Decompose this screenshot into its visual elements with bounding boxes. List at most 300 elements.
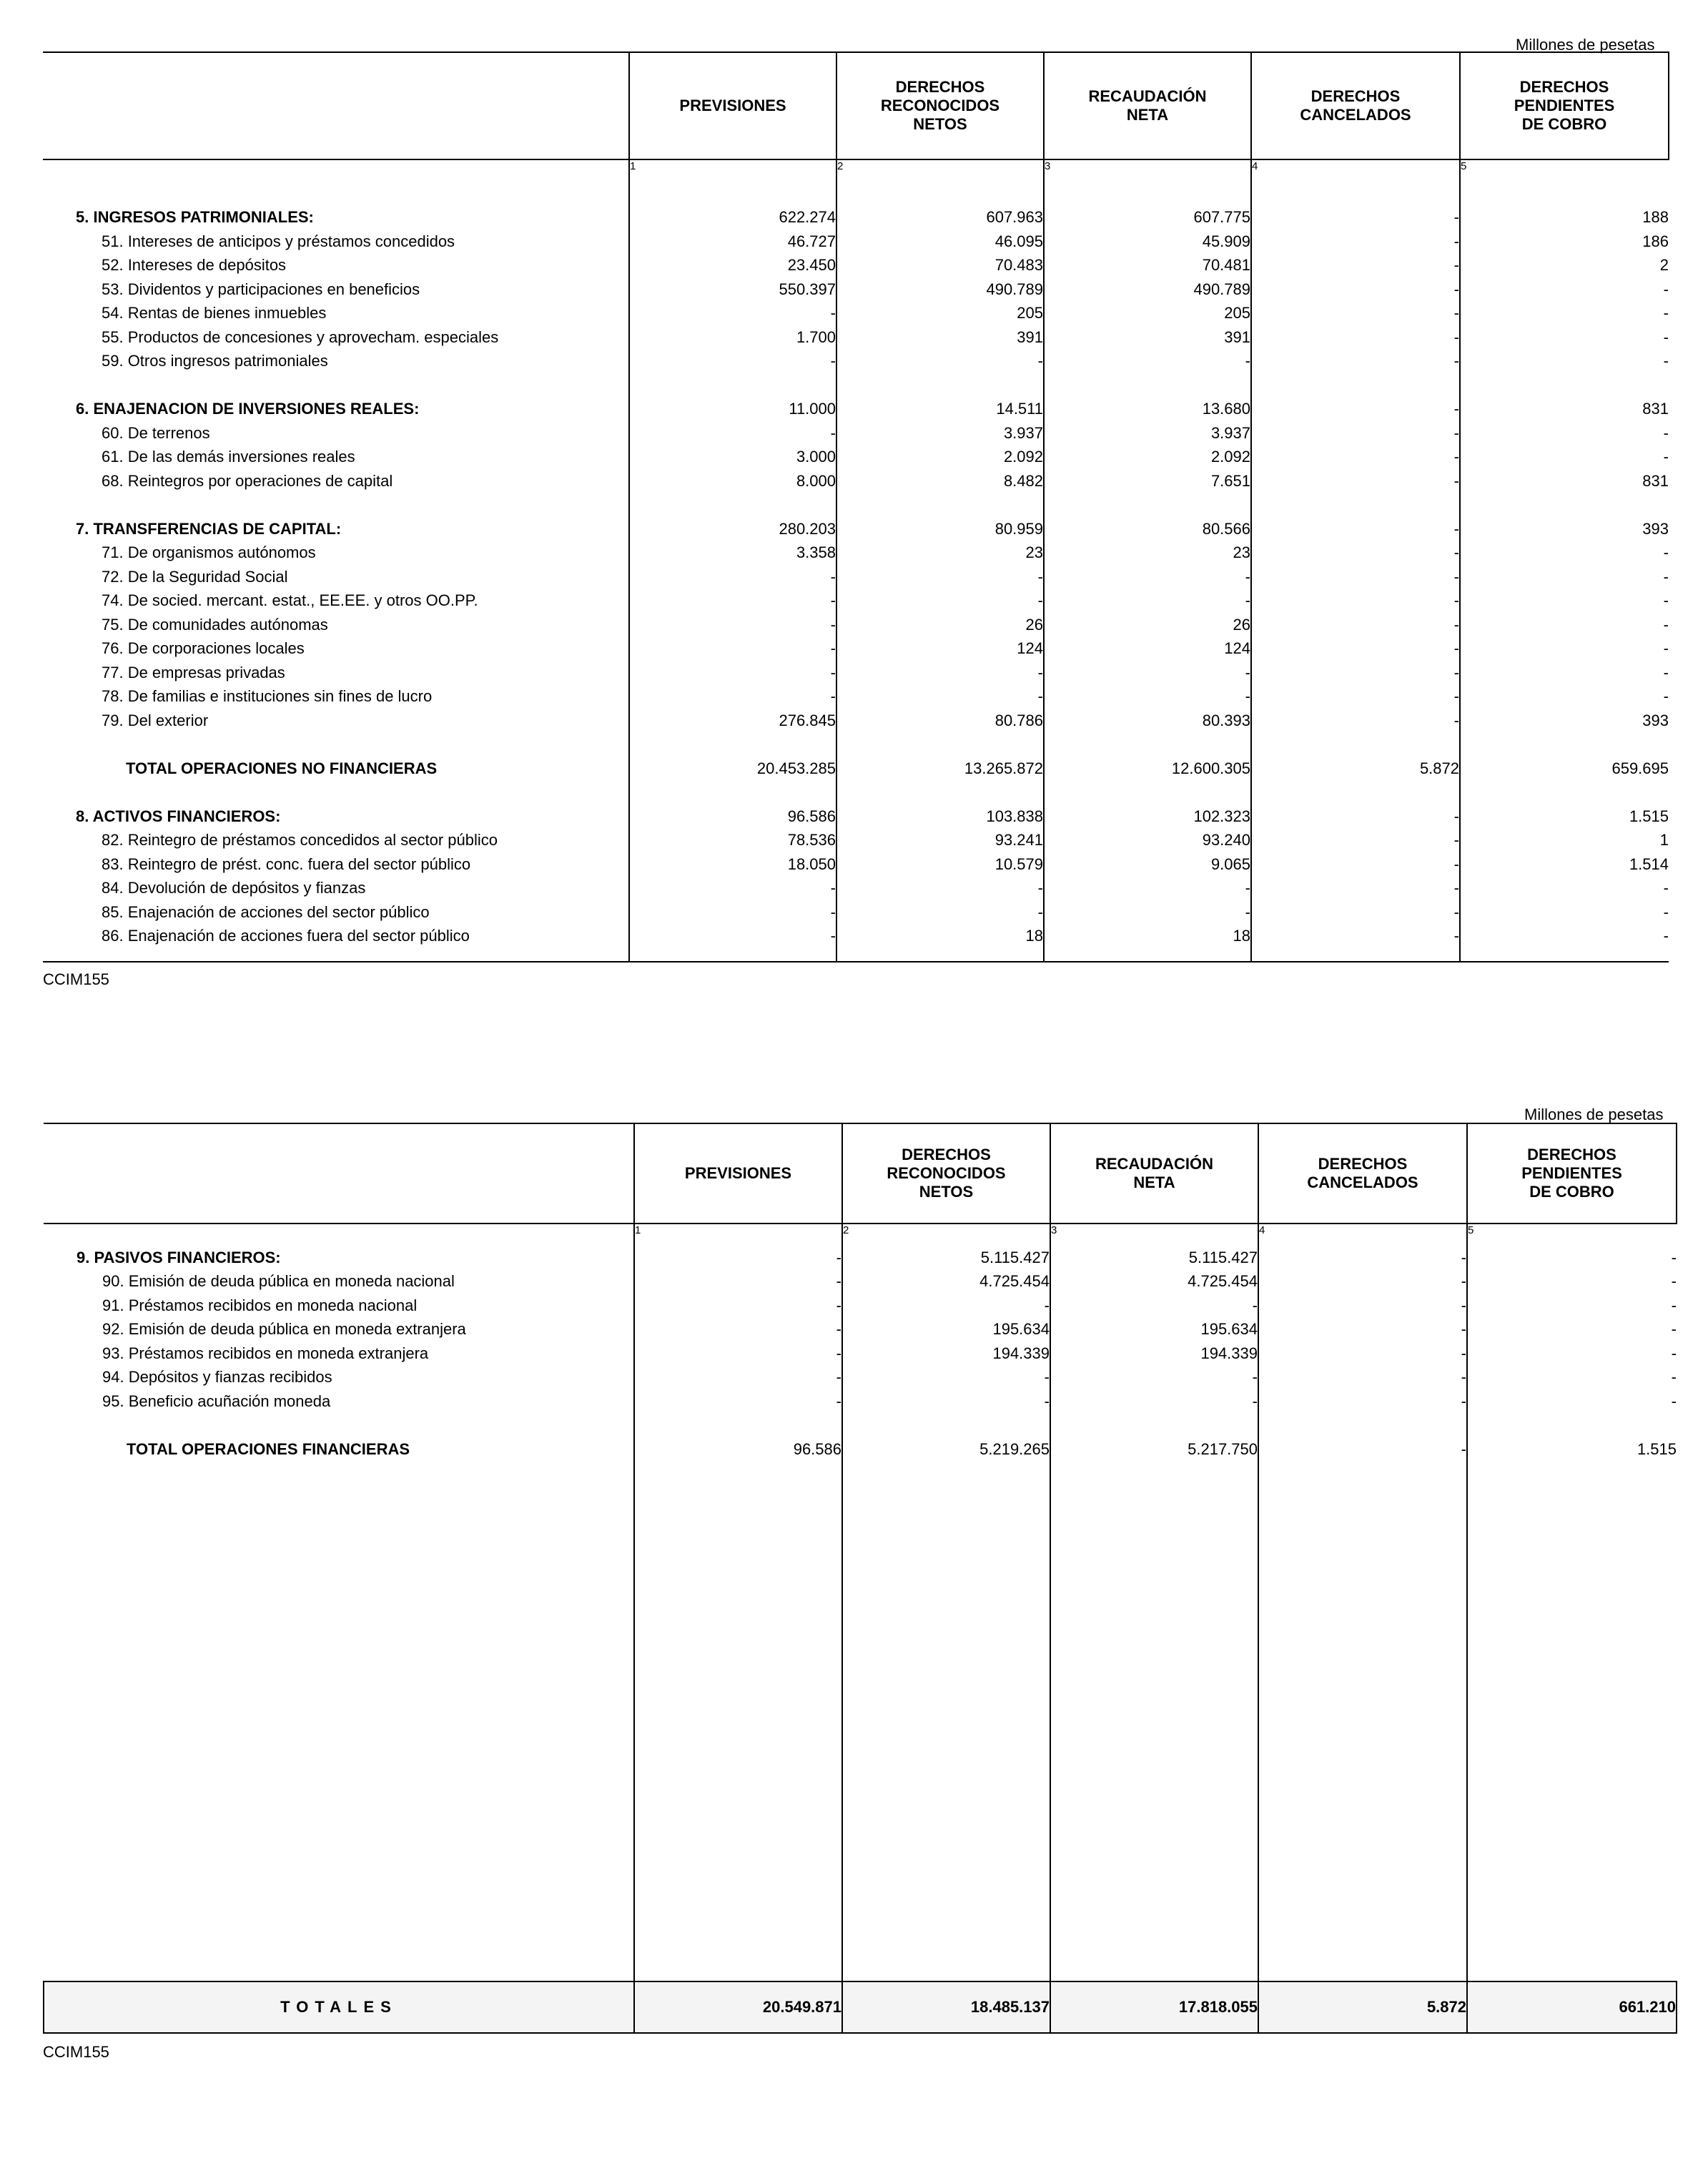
cell-value: - <box>629 897 836 922</box>
cell-value: - <box>634 1243 842 1267</box>
cell-value: 8.000 <box>629 466 836 491</box>
cell-value: - <box>1251 443 1460 467</box>
column-header-line: DERECHOS <box>1527 1146 1616 1163</box>
total-label: TOTAL OPERACIONES NO FINANCIERAS <box>126 759 438 777</box>
cell-value: 205 <box>1044 299 1251 323</box>
cell-value: 1.515 <box>1467 1434 1677 1459</box>
table-row <box>43 443 1669 467</box>
cell-value: 8.482 <box>836 466 1044 491</box>
cell-value: 10.579 <box>836 850 1044 874</box>
cell-value: - <box>634 1291 842 1315</box>
grand-totals-row <box>44 1981 1677 2033</box>
column-header <box>842 1123 1050 1224</box>
cell-value: - <box>1460 897 1669 922</box>
filler-row <box>43 945 1669 951</box>
column-number: 3 <box>1050 1224 1258 1243</box>
cell-value: - <box>629 922 836 946</box>
cell-value: 194.339 <box>842 1339 1050 1363</box>
cell-value: 622.274 <box>629 203 836 227</box>
footer-code-top: CCIM155 <box>43 970 109 988</box>
cell-value: - <box>1460 275 1669 299</box>
cell-value: 3.358 <box>629 538 836 563</box>
row-label: 90. Emisión de deuda pública en moneda nacional <box>102 1272 455 1290</box>
cell-value: 195.634 <box>842 1315 1050 1339</box>
total-row <box>44 1434 1677 1459</box>
spacer-row <box>43 179 1669 203</box>
column-number: 1 <box>629 159 836 179</box>
cell-value: 391 <box>1044 323 1251 347</box>
cell-value: - <box>1251 850 1460 874</box>
cell-value: - <box>629 658 836 682</box>
column-number: 4 <box>1258 1224 1467 1243</box>
cell-value: - <box>1467 1363 1677 1387</box>
section-label: 6. ENAJENACION DE INVERSIONES REALES: <box>76 400 420 418</box>
table-row <box>43 227 1669 251</box>
cell-value: - <box>1044 658 1251 682</box>
row-label: 79. Del exterior <box>102 711 209 729</box>
table-row <box>43 251 1669 275</box>
cell-value: 70.481 <box>1044 251 1251 275</box>
table-row <box>43 299 1669 323</box>
table-row <box>43 347 1669 371</box>
row-label: 86. Enajenación de acciones fuera del sector público <box>102 927 470 945</box>
cell-value: 14.511 <box>836 395 1044 419</box>
cell-value: 20.453.285 <box>629 754 836 778</box>
cell-value: - <box>1460 323 1669 347</box>
column-header <box>634 1123 842 1224</box>
cell-value: - <box>1460 418 1669 443</box>
cell-value: - <box>1044 682 1251 707</box>
cell-value: 80.393 <box>1044 706 1251 730</box>
cell-value: - <box>1050 1363 1258 1387</box>
row-label: 93. Préstamos recibidos en moneda extranjera <box>102 1344 429 1362</box>
cell-value: 276.845 <box>629 706 836 730</box>
cell-value: 5.115.427 <box>842 1243 1050 1267</box>
spacer-row <box>43 491 1669 515</box>
cell-value: - <box>629 562 836 586</box>
cell-value: - <box>1258 1243 1467 1267</box>
totals-value: 18.485.137 <box>842 1981 1050 2033</box>
cell-value: - <box>1460 586 1669 611</box>
totals-value: 661.210 <box>1467 1981 1677 2033</box>
cell-value: - <box>629 347 836 371</box>
column-number: 2 <box>836 159 1044 179</box>
cell-value: 45.909 <box>1044 227 1251 251</box>
column-header-line: NETOS <box>919 1183 974 1201</box>
column-number: 2 <box>842 1224 1050 1243</box>
cell-value: - <box>1460 562 1669 586</box>
cell-value: 80.959 <box>836 514 1044 538</box>
cell-value: - <box>1460 610 1669 634</box>
column-header-line: DERECHOS <box>1318 1155 1408 1173</box>
row-label: 52. Intereses de depósitos <box>102 256 287 274</box>
column-header <box>1044 52 1251 159</box>
cell-value: - <box>1251 897 1460 922</box>
cell-value: - <box>1467 1291 1677 1315</box>
section-label: 8. ACTIVOS FINANCIEROS: <box>76 807 281 825</box>
column-header-line: DERECHOS <box>1310 87 1401 105</box>
spacer-row <box>43 778 1669 802</box>
cell-value: - <box>1251 251 1460 275</box>
cell-value: - <box>1251 706 1460 730</box>
row-label: 61. De las demás inversiones reales <box>102 448 355 466</box>
cell-value: 831 <box>1460 466 1669 491</box>
cell-value: - <box>629 610 836 634</box>
table-row <box>43 323 1669 347</box>
cell-value: 13.680 <box>1044 395 1251 419</box>
cell-value: 607.775 <box>1044 203 1251 227</box>
cell-value: 607.963 <box>836 203 1044 227</box>
total-row <box>43 754 1669 778</box>
row-label: 68. Reintegros por operaciones de capital <box>102 471 393 490</box>
row-label: 55. Productos de concesiones y aprovecham. especiales <box>102 328 499 346</box>
cell-value: 205 <box>836 299 1044 323</box>
cell-value: - <box>836 562 1044 586</box>
cell-value: - <box>1467 1267 1677 1291</box>
row-label: 72. De la Seguridad Social <box>102 567 288 586</box>
totals-label: TOTALES <box>44 1981 634 2033</box>
column-header <box>1050 1123 1258 1224</box>
cell-value: 124 <box>836 634 1044 659</box>
footer-code-bottom: CCIM155 <box>43 2043 109 2061</box>
cell-value: 124 <box>1044 634 1251 659</box>
column-header-line: PENDIENTES <box>1514 97 1615 114</box>
column-header-line: DERECHOS <box>902 1146 991 1163</box>
column-header-line: RECAUDACIÓN <box>1095 1155 1213 1173</box>
cell-value: - <box>634 1315 842 1339</box>
total-label: TOTAL OPERACIONES FINANCIERAS <box>127 1439 410 1458</box>
header-blank-cell <box>43 52 629 159</box>
cell-value: 26 <box>836 610 1044 634</box>
cell-value: - <box>634 1267 842 1291</box>
cell-value: - <box>1251 466 1460 491</box>
cell-value: 659.695 <box>1460 754 1669 778</box>
cell-value: 5.219.265 <box>842 1434 1050 1459</box>
column-header-line: PREVISIONES <box>684 1164 792 1182</box>
cell-value: 550.397 <box>629 275 836 299</box>
row-label: 75. De comunidades autónomas <box>102 615 328 634</box>
unit-label-bottom: Millones de pesetas <box>1524 1106 1664 1123</box>
cell-value: 4.725.454 <box>1050 1267 1258 1291</box>
spacer-row <box>44 1411 1677 1435</box>
column-header <box>1460 52 1669 159</box>
cell-value: - <box>1251 610 1460 634</box>
cell-value: - <box>1258 1291 1467 1315</box>
cell-value: 194.339 <box>1050 1339 1258 1363</box>
table-row <box>44 1339 1677 1363</box>
cell-value: - <box>1460 634 1669 659</box>
cell-value: - <box>1251 586 1460 611</box>
cell-value: 1 <box>1460 826 1669 850</box>
cell-value: - <box>629 874 836 898</box>
cell-value: 103.838 <box>836 802 1044 826</box>
cell-value: - <box>1258 1339 1467 1363</box>
table-row <box>43 874 1669 898</box>
cell-value: 5.115.427 <box>1050 1243 1258 1267</box>
cell-value: - <box>1467 1243 1677 1267</box>
cell-value: - <box>1460 538 1669 563</box>
column-header-line: PENDIENTES <box>1521 1164 1622 1182</box>
cell-value: 26 <box>1044 610 1251 634</box>
cell-value: 11.000 <box>629 395 836 419</box>
row-label: 85. Enajenación de acciones del sector público <box>102 902 430 921</box>
cell-value: - <box>1460 682 1669 707</box>
column-header-line: DE COBRO <box>1521 115 1607 133</box>
cell-value: - <box>1251 275 1460 299</box>
table-row <box>43 826 1669 850</box>
cell-value: - <box>634 1387 842 1411</box>
cell-value: 46.727 <box>629 227 836 251</box>
cell-value: 96.586 <box>634 1434 842 1459</box>
table-row <box>43 466 1669 491</box>
table-row <box>43 586 1669 611</box>
row-label: 95. Beneficio acuñación moneda <box>102 1392 331 1410</box>
cell-value: 391 <box>836 323 1044 347</box>
column-number: 5 <box>1460 159 1669 179</box>
cell-value: 195.634 <box>1050 1315 1258 1339</box>
cell-value: 93.241 <box>836 826 1044 850</box>
cell-value: - <box>1251 323 1460 347</box>
cell-value: - <box>1251 203 1460 227</box>
cell-value: - <box>1050 1387 1258 1411</box>
cell-value: - <box>1044 874 1251 898</box>
cell-value: - <box>836 874 1044 898</box>
cell-value: 3.937 <box>1044 418 1251 443</box>
table-row <box>43 610 1669 634</box>
row-label: 53. Dividentos y participaciones en beneficios <box>102 280 420 298</box>
row-label: 94. Depósitos y fianzas recibidos <box>102 1368 332 1386</box>
column-header-line: RECAUDACIÓN <box>1088 87 1207 105</box>
table-row <box>43 706 1669 730</box>
cell-value: - <box>629 586 836 611</box>
cell-value: - <box>1251 826 1460 850</box>
cell-value: 46.095 <box>836 227 1044 251</box>
cell-value: - <box>1258 1267 1467 1291</box>
spacer-row <box>43 370 1669 395</box>
table-row <box>44 1291 1677 1315</box>
row-label: 54. Rentas de bienes inmuebles <box>102 304 327 322</box>
cell-value: 3.000 <box>629 443 836 467</box>
cell-value: - <box>1251 874 1460 898</box>
column-header-line: CANCELADOS <box>1307 1173 1418 1191</box>
row-label: 74. De socied. mercant. estat., EE.EE. y otros OO.PP. <box>102 591 478 609</box>
row-label: 92. Emisión de deuda pública en moneda extranjera <box>102 1320 466 1338</box>
section-row <box>43 203 1669 227</box>
section-label: 7. TRANSFERENCIAS DE CAPITAL: <box>76 519 342 538</box>
column-header-line: DE COBRO <box>1529 1183 1614 1201</box>
cell-value: 490.789 <box>1044 275 1251 299</box>
cell-value: 18 <box>1044 922 1251 946</box>
column-header-line: NETOS <box>913 115 967 133</box>
cell-value: - <box>1251 514 1460 538</box>
column-header-line: NETA <box>1126 106 1169 124</box>
cell-value: 490.789 <box>836 275 1044 299</box>
row-label: 78. De familias e instituciones sin fines de lucro <box>102 687 433 705</box>
cell-value: - <box>1251 922 1460 946</box>
cell-value: - <box>1460 658 1669 682</box>
cell-value: - <box>1050 1291 1258 1315</box>
cell-value: - <box>842 1387 1050 1411</box>
column-header <box>629 52 836 159</box>
row-label: 84. Devolución de depósitos y fianzas <box>102 879 366 897</box>
cell-value: - <box>836 658 1044 682</box>
row-label: 76. De corporaciones locales <box>102 639 305 657</box>
cell-value: - <box>1460 299 1669 323</box>
cell-value: - <box>1044 562 1251 586</box>
cell-value: 96.586 <box>629 802 836 826</box>
cell-value: 393 <box>1460 514 1669 538</box>
cell-value: - <box>836 586 1044 611</box>
cell-value: - <box>836 897 1044 922</box>
table-row <box>43 275 1669 299</box>
cell-value: - <box>1251 418 1460 443</box>
cell-value: - <box>1251 562 1460 586</box>
column-number: 1 <box>634 1224 842 1243</box>
cell-value: 80.566 <box>1044 514 1251 538</box>
cell-value: 18.050 <box>629 850 836 874</box>
spacer-row <box>43 730 1669 754</box>
cell-value: 2.092 <box>836 443 1044 467</box>
column-header-line: RECONOCIDOS <box>887 1164 1006 1182</box>
cell-value: 393 <box>1460 706 1669 730</box>
cell-value: - <box>1460 922 1669 946</box>
cell-value: - <box>1467 1315 1677 1339</box>
cell-value: 4.725.454 <box>842 1267 1050 1291</box>
cell-value: 188 <box>1460 203 1669 227</box>
cell-value: 9.065 <box>1044 850 1251 874</box>
cell-value: - <box>836 347 1044 371</box>
colnum-blank <box>43 159 629 179</box>
cell-value: - <box>1251 634 1460 659</box>
cell-value: - <box>1258 1363 1467 1387</box>
table-row <box>43 850 1669 874</box>
table-row <box>43 562 1669 586</box>
row-label: 77. De empresas privadas <box>102 663 285 681</box>
cell-value: - <box>1460 347 1669 371</box>
cell-value: 12.600.305 <box>1044 754 1251 778</box>
row-label: 59. Otros ingresos patrimoniales <box>102 352 328 370</box>
column-header <box>836 52 1044 159</box>
cell-value: - <box>1044 586 1251 611</box>
table-row <box>43 682 1669 707</box>
cell-value: 23.450 <box>629 251 836 275</box>
row-label: 82. Reintegro de préstamos concedidos al sector público <box>102 831 498 849</box>
cell-value: - <box>1251 227 1460 251</box>
row-label: 83. Reintegro de prést. conc. fuera del sector público <box>102 855 471 873</box>
cell-value: - <box>1467 1339 1677 1363</box>
column-header <box>1467 1123 1677 1224</box>
cell-value: - <box>1258 1315 1467 1339</box>
cell-value: - <box>1467 1387 1677 1411</box>
cell-value: - <box>1251 347 1460 371</box>
cell-value: - <box>836 682 1044 707</box>
cell-value: - <box>842 1291 1050 1315</box>
cell-value: - <box>1251 395 1460 419</box>
table-row <box>44 1363 1677 1387</box>
column-number: 5 <box>1467 1224 1677 1243</box>
column-header-line: CANCELADOS <box>1300 106 1411 124</box>
section-row <box>43 395 1669 419</box>
section-row <box>44 1243 1677 1267</box>
cell-value: 13.265.872 <box>836 754 1044 778</box>
table-row <box>44 1387 1677 1411</box>
cell-value: 1.514 <box>1460 850 1669 874</box>
cell-value: 23 <box>836 538 1044 563</box>
cell-value: 102.323 <box>1044 802 1251 826</box>
header-blank-cell <box>44 1123 634 1224</box>
column-header-line: PREVISIONES <box>679 97 786 114</box>
table-row <box>43 922 1669 946</box>
cell-value: 7.651 <box>1044 466 1251 491</box>
cell-value: - <box>629 299 836 323</box>
section-label: 5. INGRESOS PATRIMONIALES: <box>76 208 314 226</box>
cell-value: - <box>1251 658 1460 682</box>
table-row <box>43 538 1669 563</box>
cell-value: 5.217.750 <box>1050 1434 1258 1459</box>
cell-value: - <box>1460 443 1669 467</box>
section-row <box>43 802 1669 826</box>
totals-value: 17.818.055 <box>1050 1981 1258 2033</box>
table-bottom-border <box>43 951 1669 962</box>
table-row <box>43 418 1669 443</box>
cell-value: - <box>1251 682 1460 707</box>
row-label: 51. Intereses de anticipos y préstamos concedidos <box>102 232 455 250</box>
totals-value: 20.549.871 <box>634 1981 842 2033</box>
cell-value: - <box>634 1339 842 1363</box>
cell-value: 18 <box>836 922 1044 946</box>
cell-value: 1.700 <box>629 323 836 347</box>
filler-row <box>44 1459 1677 1981</box>
cell-value: 186 <box>1460 227 1669 251</box>
cell-value: 3.937 <box>836 418 1044 443</box>
cell-value: 2.092 <box>1044 443 1251 467</box>
column-number: 4 <box>1251 159 1460 179</box>
cell-value: 93.240 <box>1044 826 1251 850</box>
cell-value: - <box>1258 1387 1467 1411</box>
column-header-line: DERECHOS <box>895 78 985 96</box>
section-row <box>43 514 1669 538</box>
cell-value: 70.483 <box>836 251 1044 275</box>
cell-value: - <box>842 1363 1050 1387</box>
cell-value: 2 <box>1460 251 1669 275</box>
cell-value: - <box>629 418 836 443</box>
row-label: 60. De terrenos <box>102 423 210 442</box>
cell-value: - <box>1044 897 1251 922</box>
totals-value: 5.872 <box>1258 1981 1467 2033</box>
revenue-table-top <box>43 51 1669 963</box>
column-header <box>1258 1123 1467 1224</box>
row-label: 91. Préstamos recibidos en moneda nacional <box>102 1296 418 1314</box>
cell-value: - <box>1044 347 1251 371</box>
table-row <box>43 658 1669 682</box>
cell-value: 5.872 <box>1251 754 1460 778</box>
cell-value: - <box>1258 1434 1467 1459</box>
row-label: 71. De organismos autónomos <box>102 543 316 561</box>
cell-value: 23 <box>1044 538 1251 563</box>
revenue-table-bottom <box>43 1123 1677 2034</box>
cell-value: 831 <box>1460 395 1669 419</box>
cell-value: 78.536 <box>629 826 836 850</box>
column-header-line: RECONOCIDOS <box>880 97 1000 114</box>
section-label: 9. PASIVOS FINANCIEROS: <box>76 1248 281 1266</box>
cell-value: - <box>1251 538 1460 563</box>
cell-value: - <box>1460 874 1669 898</box>
table-row <box>44 1267 1677 1291</box>
cell-value: - <box>634 1363 842 1387</box>
cell-value: - <box>629 682 836 707</box>
cell-value: 80.786 <box>836 706 1044 730</box>
table-row <box>44 1315 1677 1339</box>
